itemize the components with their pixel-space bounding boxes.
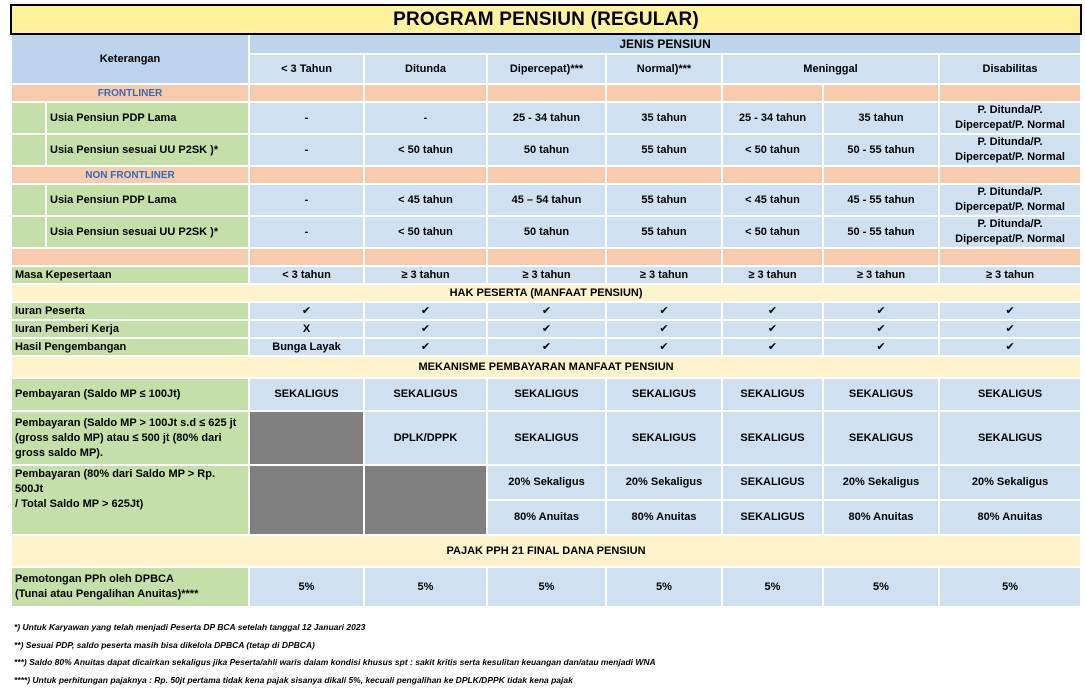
cell: < 50 tahun (364, 216, 487, 248)
masa-kepesertaan-label: Masa Kepesertaan (11, 266, 249, 284)
cell: DPLK/DPPK (364, 411, 487, 465)
cell: SEKALIGUS (487, 411, 606, 465)
cell: 45 – 54 tahun (487, 184, 606, 216)
row-label: Iuran Peserta (11, 302, 249, 320)
hak-peserta-heading: HAK PESERTA (MANFAAT PENSIUN) (11, 284, 1081, 302)
col-header-disabilitas: Disabilitas (939, 54, 1081, 84)
cell: SEKALIGUS (606, 411, 722, 465)
footnote: **) Sesuai PDP, saldo peserta masih bisa dikelola DPBCA (tetap di DPBCA) (14, 639, 315, 650)
cell: 5% (939, 567, 1081, 607)
check-icon: ✔ (606, 320, 722, 338)
cell: 20% Sekaligus (939, 465, 1081, 500)
cell: < 3 tahun (249, 266, 364, 284)
check-icon: ✔ (364, 302, 487, 320)
cell: ≥ 3 tahun (823, 266, 939, 284)
cell: < 50 tahun (722, 134, 823, 166)
footnote: ****) Untuk perhitungan pajaknya : Rp. 50jt pertama tidak kena pajak sisanya dikali 5%, kecuali pengalihan ke DPLK/DPPK tidak kena pajak (14, 674, 573, 685)
cell: SEKALIGUS (606, 378, 722, 411)
row-label: Pemotongan PPh oleh DPBCA (Tunai atau Pengalihan Anuitas)**** (11, 567, 249, 607)
check-icon: ✔ (249, 302, 364, 320)
cell: 50 tahun (487, 134, 606, 166)
cell: 25 - 34 tahun (487, 102, 606, 134)
cell: 55 tahun (606, 216, 722, 248)
pension-program-table (10, 4, 1080, 608)
cell: 20% Sekaligus (823, 465, 939, 500)
cell: 35 tahun (823, 102, 939, 134)
check-icon: ✔ (722, 302, 823, 320)
cell: ≥ 3 tahun (722, 266, 823, 284)
row-label: Pembayaran (Saldo MP ≤ 100Jt) (11, 378, 249, 411)
row-label: Hasil Pengembangan (11, 338, 249, 356)
cell: SEKALIGUS (722, 411, 823, 465)
cell: SEKALIGUS (823, 378, 939, 411)
check-icon: ✔ (722, 320, 823, 338)
row-label: Usia Pensiun PDP Lama (46, 184, 249, 216)
cell: 55 tahun (606, 184, 722, 216)
pajak-heading: PAJAK PPH 21 FINAL DANA PENSIUN (11, 535, 1081, 567)
cell: 50 - 55 tahun (823, 134, 939, 166)
not-applicable-cell (249, 411, 364, 465)
check-icon: ✔ (823, 320, 939, 338)
cell: 80% Anuitas (606, 500, 722, 535)
footnote: *) Untuk Karyawan yang telah menjadi Peserta DP BCA setelah tanggal 12 Januari 2023 (14, 622, 366, 632)
row-label: Usia Pensiun PDP Lama (46, 102, 249, 134)
footnotes (14, 619, 1074, 689)
row-label: Usia Pensiun sesuai UU P2SK )* (46, 216, 249, 248)
cell-disabilitas: P. Ditunda/P. Dipercepat/P. Normal (939, 134, 1081, 166)
cell: 20% Sekaligus (487, 465, 606, 500)
cross-mark: X (249, 320, 364, 338)
cell: SEKALIGUS (939, 378, 1081, 411)
cell: < 50 tahun (722, 216, 823, 248)
cell: 50 - 55 tahun (823, 216, 939, 248)
check-icon: ✔ (606, 302, 722, 320)
cell: 5% (364, 567, 487, 607)
cell: - (249, 134, 364, 166)
cell: ≥ 3 tahun (939, 266, 1081, 284)
cell: 5% (722, 567, 823, 607)
frontliner-label: FRONTLINER (11, 84, 249, 102)
cell: - (249, 216, 364, 248)
cell: SEKALIGUS (823, 411, 939, 465)
cell: ≥ 3 tahun (606, 266, 722, 284)
cell: SEKALIGUS (249, 378, 364, 411)
cell: < 50 tahun (364, 134, 487, 166)
col-header-ditunda: Ditunda (364, 54, 487, 84)
cell: SEKALIGUS (487, 378, 606, 411)
row-label: Iuran Pemberi Kerja (11, 320, 249, 338)
cell: - (249, 102, 364, 134)
check-icon: ✔ (364, 320, 487, 338)
cell: - (364, 102, 487, 134)
check-icon: ✔ (606, 338, 722, 356)
row-label: Pembayaran (80% dari Saldo MP > Rp. 500Jt / Total Saldo MP > 625Jt) (11, 465, 249, 535)
jenis-pensiun-header: JENIS PENSIUN (249, 34, 1081, 54)
cell-disabilitas: P. Ditunda/P. Dipercepat/P. Normal (939, 184, 1081, 216)
cell: SEKALIGUS (722, 500, 823, 535)
cell: SEKALIGUS (722, 378, 823, 411)
check-icon: ✔ (722, 338, 823, 356)
cell-disabilitas: P. Ditunda/P. Dipercepat/P. Normal (939, 216, 1081, 248)
check-icon: ✔ (823, 302, 939, 320)
check-icon: ✔ (823, 338, 939, 356)
cell: 50 tahun (487, 216, 606, 248)
footnote: ***) Saldo 80% Anuitas dapat dicairkan sekaligus jika Peserta/ahli waris dalam kondisi khusus spt : sakit kritis serta kesulitan keuangan dan/atau menjadi WNA (14, 657, 656, 667)
col-header-lt3: < 3 Tahun (249, 54, 364, 84)
check-icon: ✔ (487, 302, 606, 320)
check-icon: ✔ (364, 338, 487, 356)
not-applicable-cell (249, 465, 364, 535)
cell: 80% Anuitas (487, 500, 606, 535)
cell: < 45 tahun (722, 184, 823, 216)
non-frontliner-label: NON FRONTLINER (11, 166, 249, 184)
cell: 5% (249, 567, 364, 607)
cell: ≥ 3 tahun (364, 266, 487, 284)
cell: SEKALIGUS (364, 378, 487, 411)
cell: 80% Anuitas (939, 500, 1081, 535)
check-icon: ✔ (939, 320, 1081, 338)
check-icon: ✔ (487, 338, 606, 356)
cell: SEKALIGUS (939, 411, 1081, 465)
cell: Bunga Layak (249, 338, 364, 356)
keterangan-header: Keterangan (11, 34, 249, 84)
mekanisme-heading: MEKANISME PEMBAYARAN MANFAAT PENSIUN (11, 356, 1081, 378)
cell: 5% (606, 567, 722, 607)
col-header-normal: Normal)*** (606, 54, 722, 84)
cell: 5% (823, 567, 939, 607)
cell: < 45 tahun (364, 184, 487, 216)
row-label: Usia Pensiun sesuai UU P2SK )* (46, 134, 249, 166)
col-header-dipercepat: Dipercepat)*** (487, 54, 606, 84)
not-applicable-cell (364, 465, 487, 535)
check-icon: ✔ (487, 320, 606, 338)
cell: - (249, 184, 364, 216)
page-title: PROGRAM PENSIUN (REGULAR) (11, 5, 1081, 34)
cell: 35 tahun (606, 102, 722, 134)
cell: 45 - 55 tahun (823, 184, 939, 216)
cell: 25 - 34 tahun (722, 102, 823, 134)
cell-disabilitas: P. Ditunda/P. Dipercepat/P. Normal (939, 102, 1081, 134)
cell: ≥ 3 tahun (487, 266, 606, 284)
check-icon: ✔ (939, 302, 1081, 320)
cell: 80% Anuitas (823, 500, 939, 535)
cell: 20% Sekaligus (606, 465, 722, 500)
cell: 55 tahun (606, 134, 722, 166)
col-header-meninggal: Meninggal (722, 54, 939, 84)
cell: 5% (487, 567, 606, 607)
row-label: Pembayaran (Saldo MP > 100Jt s.d ≤ 625 jt (gross saldo MP) atau ≤ 500 jt (80% dari gross saldo MP). (11, 411, 249, 465)
cell: SEKALIGUS (722, 465, 823, 500)
check-icon: ✔ (939, 338, 1081, 356)
